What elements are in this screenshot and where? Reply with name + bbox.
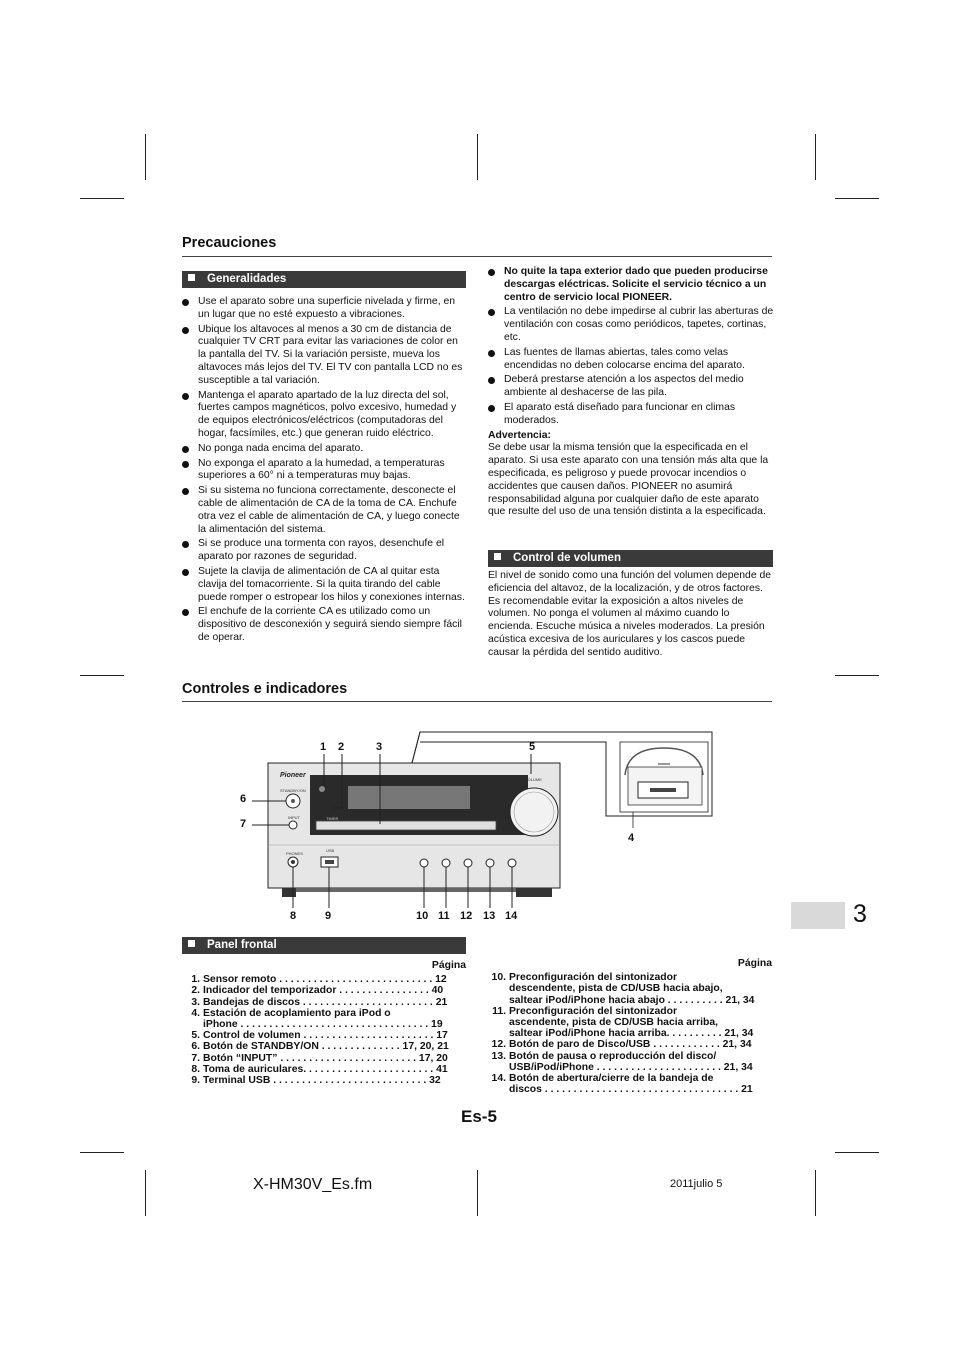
legend-item — [488, 983, 772, 994]
generalidades-left-column — [182, 296, 467, 647]
subsection-heading: Control de volumen — [513, 552, 621, 564]
list-item: El aparato está diseñado para funcionar en climas moderados. — [488, 402, 774, 428]
subsection-heading: Generalidades — [207, 273, 287, 285]
legend-number — [188, 1019, 200, 1030]
callout-14: 14 — [505, 910, 518, 922]
list-item: Si se produce una tormenta con rayos, desenchufe el aparato por razones de seguridad. — [182, 538, 467, 564]
generalidades-right-column — [488, 266, 774, 519]
list-item: Si su sistema no funciona correctamente, desconecte el cable de alimentación de CA de la toma de CA. Enchufe otra vez el cable de alimentación de CA, y luego conecte la alimentación del sistema. — [182, 485, 467, 536]
section-rule — [182, 256, 772, 257]
legend-text: descendente, pista de CD/USB hacia abajo, — [509, 983, 723, 995]
legend-item — [188, 1019, 466, 1030]
legend-text: Toma de auriculares. . . . . . . . . . . . . . . . . . . . . . . 41 — [203, 1063, 448, 1075]
crop-mark — [145, 134, 146, 180]
list-item: Deberá prestarse atención a los aspectos del medio ambiente al deshacerse de las pila. — [488, 374, 774, 400]
list-item: No quite la tapa exterior dado que pueden producirse descargas eléctricas. Solicite el servicio técnico a un centro de servicio local PIONEER. — [488, 266, 774, 304]
legend-text: Preconfiguración del sintonizador — [509, 972, 678, 984]
callout-2: 2 — [338, 741, 345, 753]
callout-8: 8 — [290, 910, 297, 922]
crop-mark — [477, 1170, 478, 1216]
legend-number: 5. — [191, 1030, 200, 1042]
advertencia-text: Se debe usar la misma tensión que la especificada en el aparato. Si usa este aparato con una tensión más alta que la especificada, es peligroso y puede provocar incendios o accidentes que causen daños. PIONEER no asumirá responsabilidad alguna por cualquier daño de este aparato que resulte del uso de una tensión distinta a la especificada. — [488, 442, 769, 518]
legend-item — [188, 1053, 466, 1064]
legend-text: Terminal USB . . . . . . . . . . . . . . . . . . . . . . . . . . . 32 — [203, 1075, 441, 1087]
list-item: Ubique los altavoces al menos a 30 cm de distancia de cualquier TV CRT para evitar las variaciones de color en la pantalla del TV. Si la variación persiste, mueva los altavoces más lejos del TV. El TV con pantalla LCD no es susceptible a tal variación. — [182, 324, 467, 388]
subsection-panel-frontal — [182, 937, 466, 954]
timer-label: TIMER — [326, 816, 339, 821]
legend-text: Botón “INPUT” . . . . . . . . . . . . . . . . . . . . . . . . 17, 20 — [203, 1052, 448, 1064]
legend-text: Botón de pausa o reproducción del disco/ — [509, 1050, 717, 1062]
legend-item — [188, 1075, 466, 1086]
legend-number — [488, 995, 506, 1006]
legend-text: discos . . . . . . . . . . . . . . . . . . . . . . . . . . . . . . . . . . 21 — [509, 1084, 753, 1096]
phones-label: PHONES — [286, 851, 303, 856]
panel-legend-right — [488, 958, 772, 1095]
legend-item — [488, 1062, 772, 1073]
front-panel-drawing — [240, 720, 720, 930]
legend-number — [488, 1062, 506, 1073]
legend-item — [488, 1006, 772, 1017]
crop-mark — [815, 1170, 816, 1216]
legend-text: Indicador del temporizador . . . . . . . . . . . . . . . . 40 — [203, 985, 444, 997]
usb-label: USB — [326, 848, 335, 853]
legend-number: 2. — [191, 985, 200, 997]
callout-1: 1 — [320, 741, 327, 753]
legend-text: Botón de abertura/cierre de la bandeja de — [509, 1073, 714, 1085]
legend-number — [488, 1084, 506, 1095]
legend-text: saltear iPod/iPhone hacia arriba. . . . . . . . . . 21, 34 — [509, 1028, 754, 1040]
section-title-controles: Controles e indicadores — [182, 681, 348, 697]
side-tab-background — [791, 902, 845, 929]
legend-text: Sensor remoto . . . . . . . . . . . . . . . . . . . . . . . . . . . 12 — [203, 974, 447, 986]
legend-number — [488, 983, 506, 994]
list-item: La ventilación no debe impedirse al cubrir las aberturas de ventilación con cosas como periódicos, tapetes, cortinas, etc. — [488, 306, 774, 344]
callout-5: 5 — [529, 741, 536, 753]
legend-text: Botón de STANDBY/ON . . . . . . . . . . . . . . 17, 20, 21 — [203, 1041, 449, 1053]
list-item: El enchufe de la corriente CA es utilizado como un dispositivo de desconexión y seguirá siendo siempre fácil de operar. — [182, 606, 467, 644]
legend-number: 3. — [191, 996, 200, 1008]
crop-mark — [477, 134, 478, 180]
crop-mark — [80, 1152, 124, 1153]
volume-label: VOLUME — [525, 777, 542, 782]
crop-mark — [80, 675, 124, 676]
subsection-heading: Panel frontal — [207, 939, 277, 951]
list-item: No exponga el aparato a la humedad, a temperaturas superiores a 60° ni a temperaturas muy bajas. — [182, 458, 467, 484]
legend-text: Preconfiguración del sintonizador — [509, 1005, 678, 1017]
legend-text: Estación de acoplamiento para iPod o — [203, 1007, 391, 1019]
side-tab-number: 3 — [853, 900, 867, 928]
footer-filename: X-HM30V_Es.fm — [253, 1176, 373, 1193]
legend-number: 4. — [191, 1007, 200, 1019]
list-item: No ponga nada encima del aparato. — [182, 443, 467, 456]
volumen-text-block — [488, 570, 774, 660]
legend-text: USB/iPod/iPhone . . . . . . . . . . . . . . . . . . . . . . 21, 34 — [509, 1061, 753, 1073]
crop-mark — [835, 198, 879, 199]
input-label: INPUT — [288, 815, 300, 820]
device-illustration — [240, 720, 720, 930]
subsection-generalidades — [182, 271, 466, 288]
legend-text: iPhone . . . . . . . . . . . . . . . . . . . . . . . . . . . . . . . . . 19 — [203, 1019, 443, 1031]
callout-11: 11 — [438, 910, 450, 922]
legend-text: Bandejas de discos . . . . . . . . . . . . . . . . . . . . . . . 21 — [203, 996, 448, 1008]
legend-item — [488, 995, 772, 1006]
legend-item — [488, 1051, 772, 1062]
legend-item — [488, 1073, 772, 1084]
callout-9: 9 — [325, 910, 332, 922]
legend-item — [188, 985, 466, 996]
legend-item — [188, 974, 466, 985]
section-title-precauciones: Precauciones — [182, 235, 277, 251]
section-rule — [182, 701, 772, 702]
callout-4: 4 — [628, 832, 635, 844]
legend-number: 6. — [191, 1041, 200, 1053]
legend-text: Botón de paro de Disco/USB . . . . . . . . . . . . 21, 34 — [509, 1039, 752, 1051]
crop-mark — [815, 134, 816, 180]
legend-number: 7. — [191, 1052, 200, 1064]
legend-number: 11. — [492, 1005, 506, 1017]
legend-number: 14. — [491, 1073, 506, 1085]
legend-item — [488, 1028, 772, 1039]
legend-number — [488, 1028, 506, 1039]
subsection-control-volumen — [488, 550, 773, 567]
legend-text: ascendente, pista de CD/USB hacia arriba, — [509, 1017, 719, 1029]
legend-item — [488, 972, 772, 983]
list-item: Use el aparato sobre una superficie nivelada y firme, en un lugar que no esté expuesto a vibraciones. — [182, 296, 467, 322]
callout-6: 6 — [240, 793, 247, 805]
legend-number: 13. — [491, 1050, 506, 1062]
list-item: Las fuentes de llamas abiertas, tales como velas encendidas no deben colocarse encima del aparato. — [488, 347, 774, 373]
legend-item — [488, 1017, 772, 1028]
callout-7: 7 — [240, 818, 247, 830]
crop-mark — [835, 1152, 879, 1153]
legend-item — [188, 1064, 466, 1075]
callout-12: 12 — [460, 910, 473, 922]
legend-item — [488, 1084, 772, 1095]
legend-number: 9. — [191, 1075, 200, 1087]
legend-item — [188, 997, 466, 1008]
legend-number: 8. — [191, 1063, 200, 1075]
panel-legend-left — [188, 960, 466, 1086]
legend-item — [488, 1039, 772, 1050]
brand-logo-text: Pioneer — [280, 772, 306, 779]
crop-mark — [835, 675, 879, 676]
footer-date: 2011julio 5 — [670, 1178, 723, 1190]
volumen-text: El nivel de sonido como una función del volumen depende de eficiencia del altavoz, de la localización, y de otros factores. Es recomendable evitar la exposición a altos niveles de volumen. No ponga el volumen al máximo cuando lo encienda. Escuche música a niveles moderados. La presión acústica excesiva de los auriculares y los cascos puede causar la pérdida del sentido auditivo. — [488, 570, 772, 658]
callout-13: 13 — [483, 910, 496, 922]
crop-mark — [145, 1170, 146, 1216]
legend-number: 10. — [491, 972, 506, 984]
legend-item — [188, 1030, 466, 1041]
legend-text: Control de volumen . . . . . . . . . . . . . . . . . . . . . . . 17 — [203, 1030, 448, 1042]
legend-item — [188, 1008, 466, 1019]
callout-3: 3 — [376, 741, 383, 753]
legend-number: 12. — [491, 1039, 506, 1051]
crop-mark — [80, 198, 124, 199]
legend-number — [488, 1017, 506, 1028]
page-column-label: Página — [737, 958, 772, 969]
list-item: Mantenga el aparato apartado de la luz directa del sol, fuertes campos magnéticos, polvo excesivo, humedad y de equipos electrónicos/eléctricos (computadoras del hogar, facsímiles, etc.) que generan ruido eléctrico. — [182, 390, 467, 441]
advertencia-label: Advertencia: — [488, 429, 551, 441]
legend-text: saltear iPod/iPhone hacia abajo . . . . . . . . . . 21, 34 — [509, 994, 755, 1006]
callout-10: 10 — [416, 910, 429, 922]
legend-item — [188, 1041, 466, 1052]
page-number: Es-5 — [461, 1107, 497, 1126]
list-item: Sujete la clavija de alimentación de CA al quitar esta clavija del tomacorriente. Si la quita tirando del cable puede romper o estropear los hilos y conexiones internas. — [182, 566, 467, 604]
standby-label: STANDBY/ON — [280, 788, 306, 793]
page-column-label: Página — [431, 960, 466, 971]
legend-number: 1. — [191, 974, 200, 986]
